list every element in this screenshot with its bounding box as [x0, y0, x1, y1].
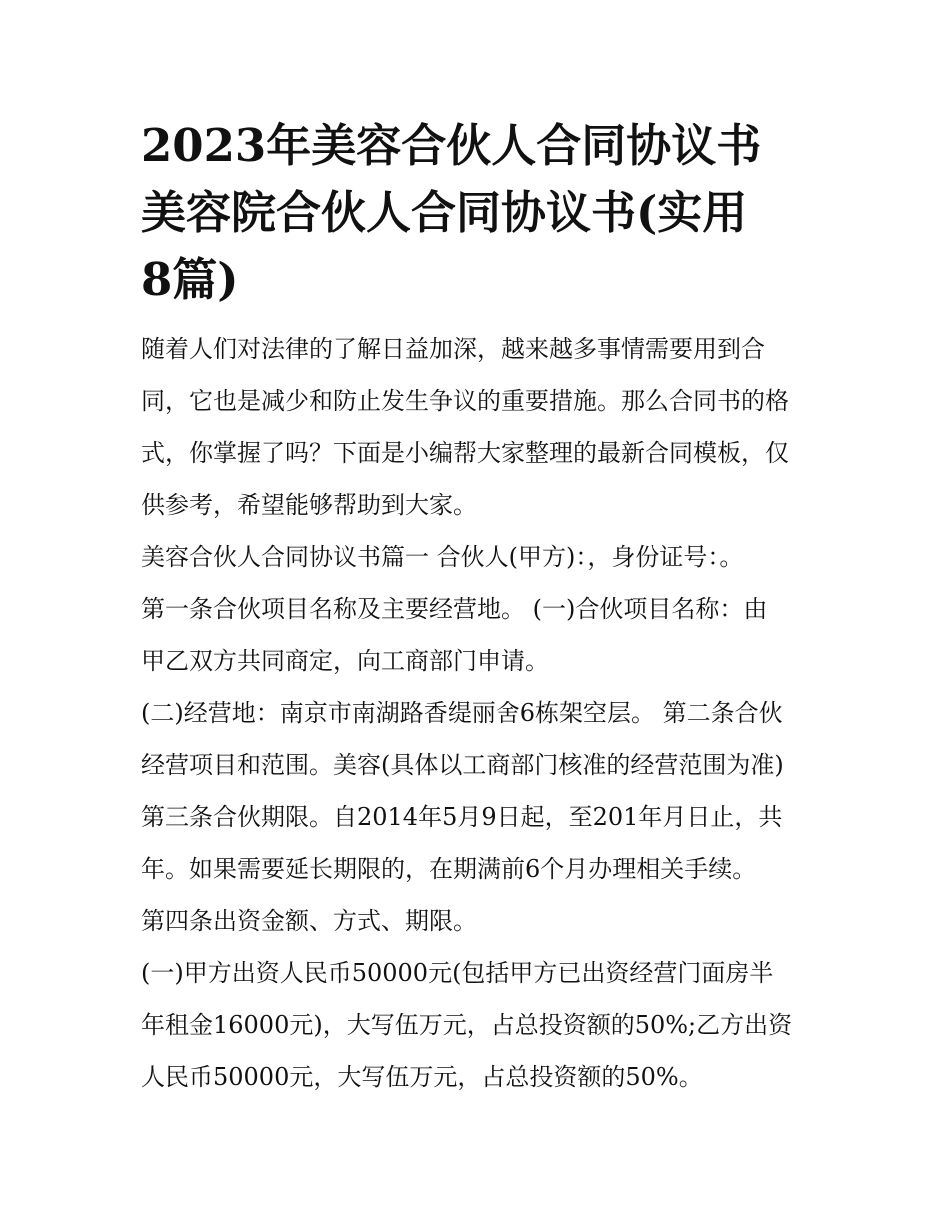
body-line-14: 年租金16000元)，大写伍万元，占总投资额的50%;乙方出资 [141, 1011, 793, 1039]
body-line-2: 同，它也是减少和防止发生争议的重要措施。那么合同书的格 [141, 387, 789, 415]
title-line-1: 2023年美容合伙人合同协议书 [141, 119, 762, 172]
title-line-2: 美容院合伙人合同协议书(实用 [141, 186, 748, 239]
body-line-3: 式，你掌握了吗？下面是小编帮大家整理的最新合同模板，仅 [141, 439, 789, 467]
body-line-10: 第三条合伙期限。自2014年5月9日起，至201年月日止，共 [141, 803, 783, 831]
body-line-11: 年。如果需要延长期限的，在期满前6个月办理相关手续。 [141, 855, 757, 883]
body-line-15: 人民币50000元，大写伍万元，占总投资额的50%。 [141, 1063, 703, 1091]
body-line-5: 美容合伙人合同协议书篇一 合伙人(甲方)：，身份证号：。 [141, 543, 744, 571]
document-body [141, 323, 813, 1103]
title-line-3: 8篇) [141, 253, 239, 306]
body-line-7: 甲乙双方共同商定，向工商部门申请。 [141, 647, 549, 675]
body-line-6: 第一条合伙项目名称及主要经营地。 (一)合伙项目名称：由 [141, 595, 768, 623]
body-line-13: (一)甲方出资人民币50000元(包括甲方已出资经营门面房半 [141, 959, 774, 987]
body-line-1: 随着人们对法律的了解日益加深，越来越多事情需要用到合 [141, 335, 765, 363]
document-page [141, 112, 813, 1103]
body-line-8: (二)经营地：南京市南湖路香缇丽舍6栋架空层。 第二条合伙 [141, 699, 783, 727]
document-title [141, 112, 813, 313]
body-line-4: 供参考，希望能够帮助到大家。 [141, 491, 477, 519]
body-line-9: 经营项目和范围。美容(具体以工商部门核准的经营范围为准) [141, 751, 784, 779]
body-line-12: 第四条出资金额、方式、期限。 [141, 907, 477, 935]
